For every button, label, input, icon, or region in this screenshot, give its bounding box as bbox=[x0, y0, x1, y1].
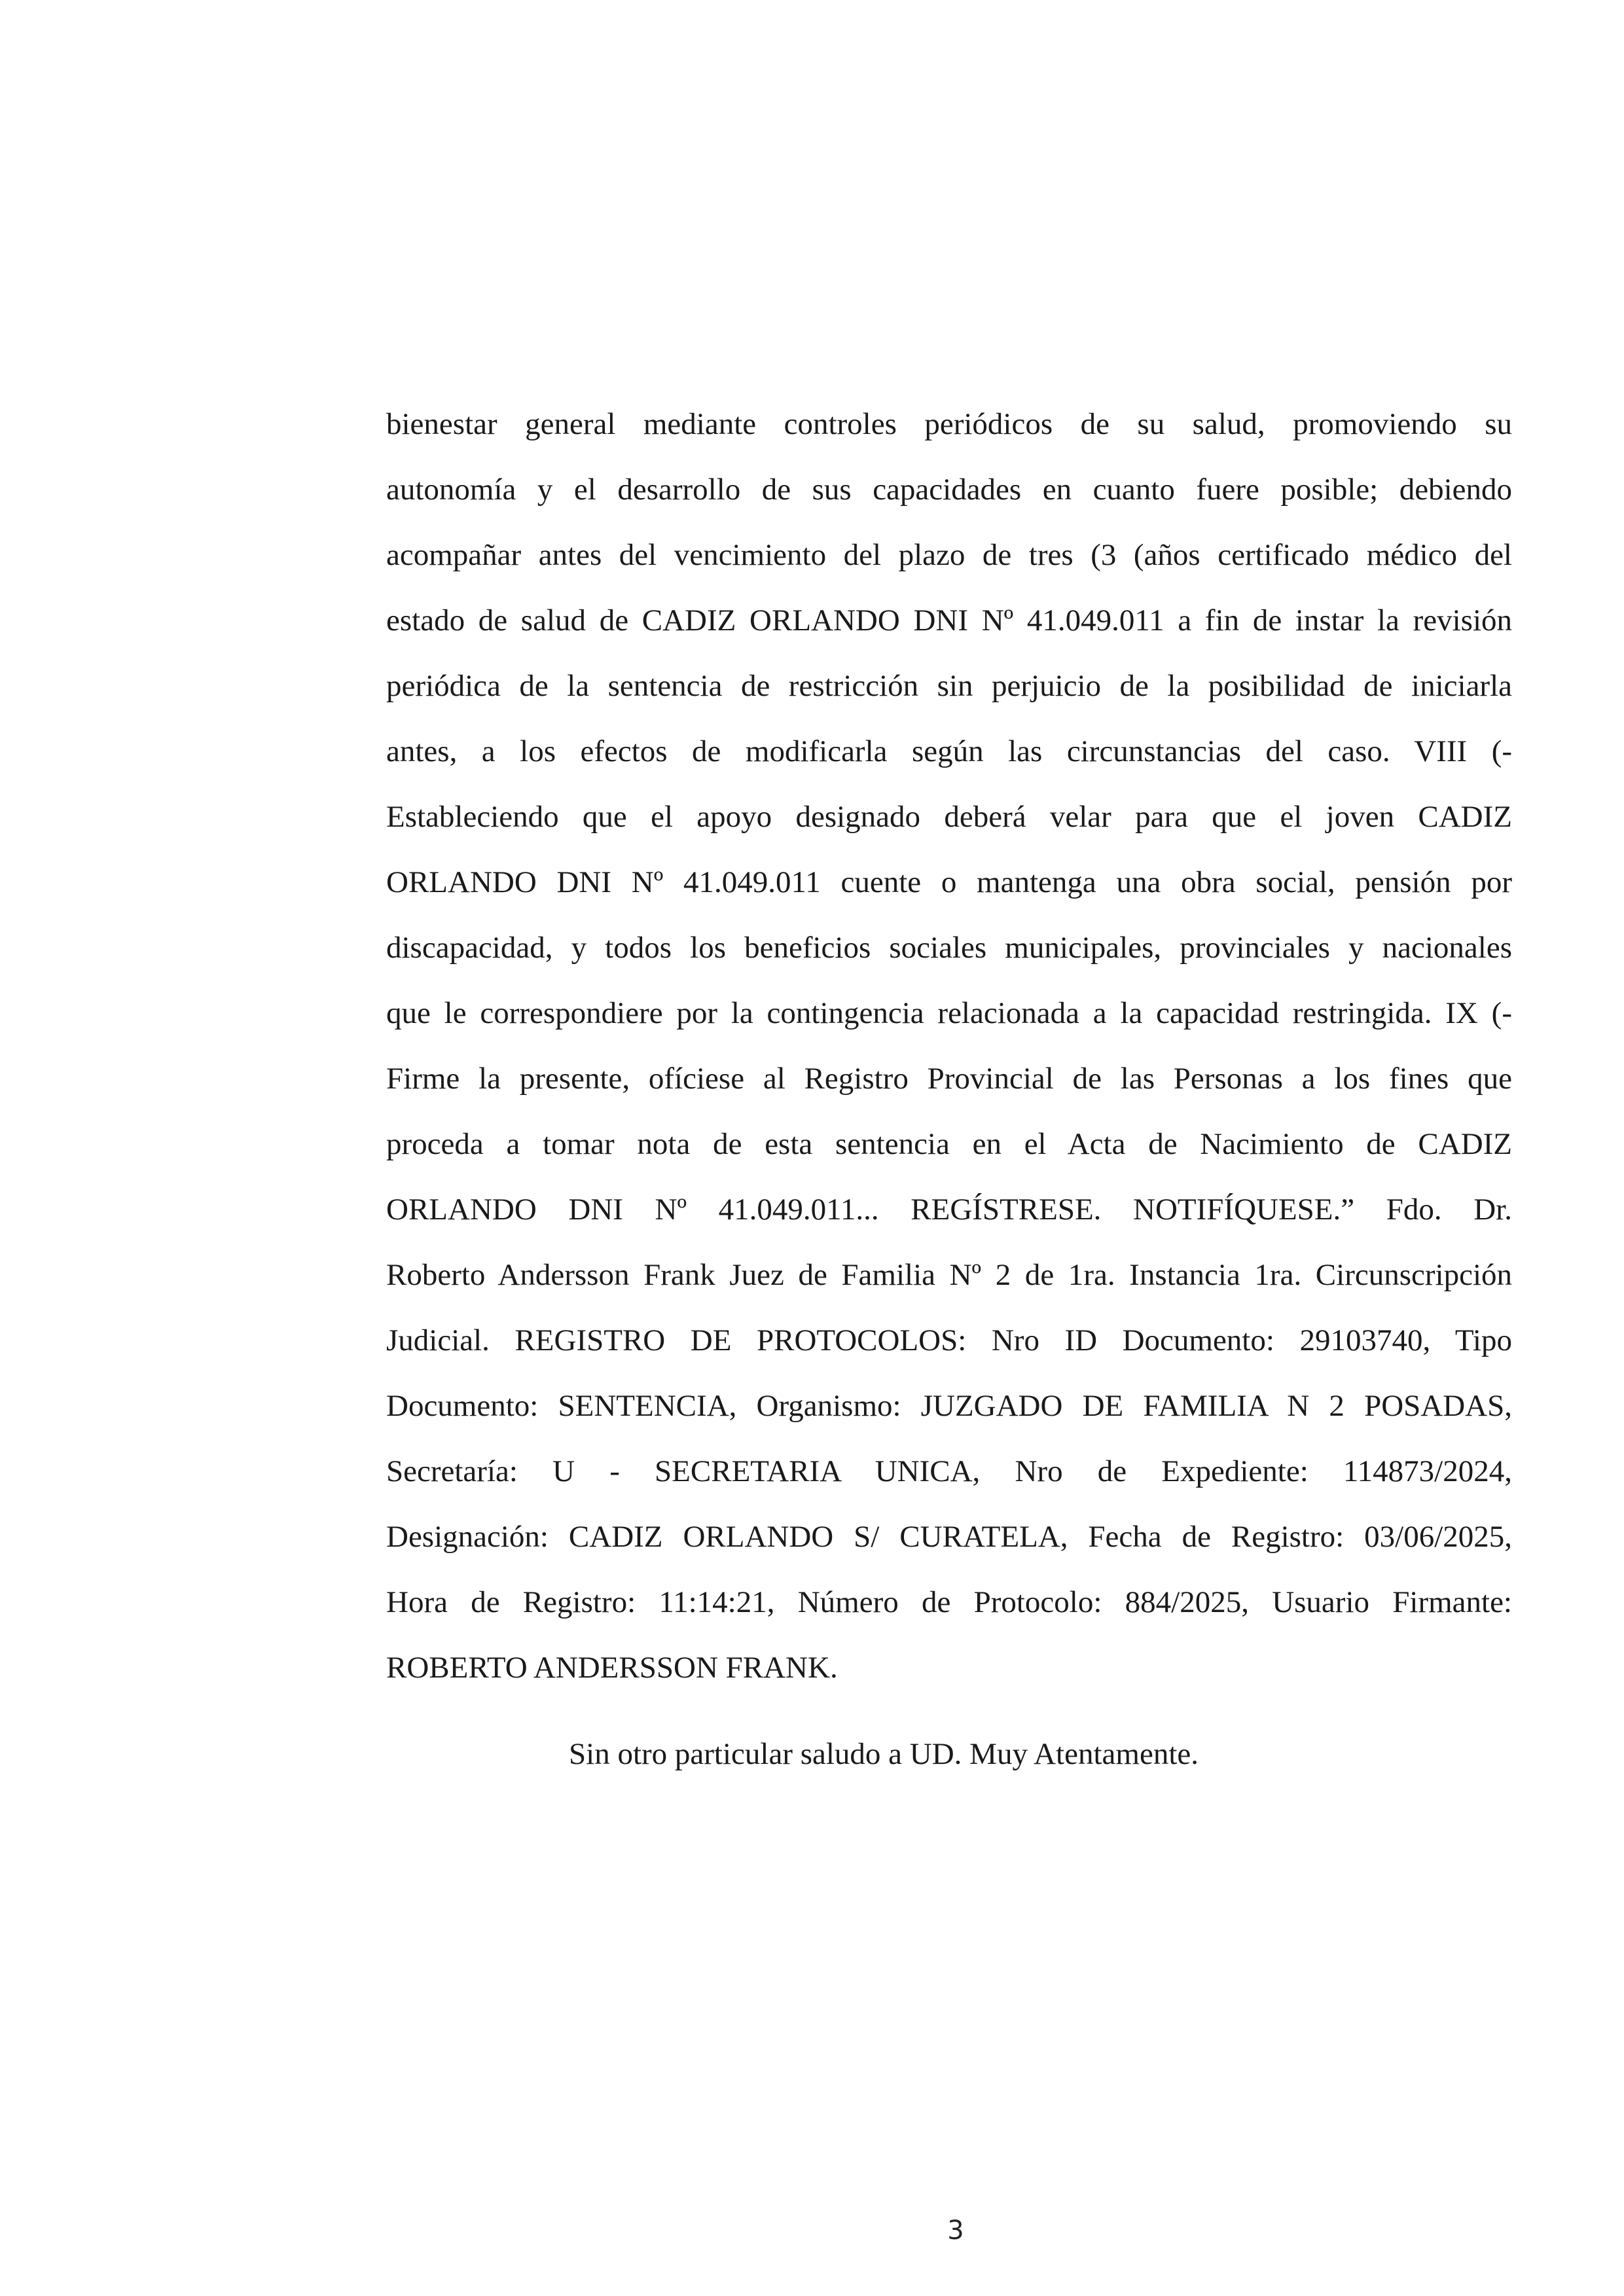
body-line: Estableciendo que el apoyo designado deberá velar para que el joven CADIZ bbox=[386, 800, 1512, 834]
body-line: acompañar antes del vencimiento del plazo de tres (3 (años certificado médico del bbox=[386, 538, 1512, 572]
body-line: ORLANDO DNI Nº 41.049.011 cuente o mantenga una obra social, pensión por bbox=[386, 865, 1512, 899]
closing-salutation: Sin otro particular saludo a UD. Muy Atentamente. bbox=[569, 1737, 1199, 1771]
body-line: periódica de la sentencia de restricción sin perjuicio de la posibilidad de iniciarla bbox=[386, 669, 1512, 703]
body-line: ROBERTO ANDERSSON FRANK. bbox=[386, 1651, 838, 1685]
body-line: Hora de Registro: 11:14:21, Número de Protocolo: 884/2025, Usuario Firmante: bbox=[386, 1585, 1512, 1619]
body-line: Judicial. REGISTRO DE PROTOCOLOS: Nro ID Documento: 29103740, Tipo bbox=[386, 1323, 1512, 1357]
body-line: Documento: SENTENCIA, Organismo: JUZGADO DE FAMILIA N 2 POSADAS, bbox=[386, 1389, 1512, 1423]
body-line: autonomía y el desarrollo de sus capacidades en cuanto fuere posible; debiendo bbox=[386, 473, 1512, 507]
body-line: Secretaría: U - SECRETARIA UNICA, Nro de Expediente: 114873/2024, bbox=[386, 1454, 1512, 1488]
body-line: discapacidad, y todos los beneficios sociales municipales, provinciales y nacionales bbox=[386, 931, 1512, 965]
body-line: ORLANDO DNI Nº 41.049.011... REGÍSTRESE. NOTIFÍQUESE.” Fdo. Dr. bbox=[386, 1193, 1512, 1227]
body-line: Firme la presente, ofíciese al Registro Provincial de las Personas a los fines que bbox=[386, 1062, 1512, 1096]
body-line: que le correspondiere por la contingencia relacionada a la capacidad restringida. IX (- bbox=[386, 996, 1512, 1030]
body-line: Roberto Andersson Frank Juez de Familia Nº 2 de 1ra. Instancia 1ra. Circunscripción bbox=[386, 1258, 1512, 1292]
body-line: antes, a los efectos de modificarla según las circunstancias del caso. VIII (- bbox=[386, 734, 1512, 768]
body-text bbox=[386, 391, 1512, 1700]
body-line: proceda a tomar nota de esta sentencia en el Acta de Nacimiento de CADIZ bbox=[386, 1127, 1512, 1161]
body-line: estado de salud de CADIZ ORLANDO DNI Nº 41.049.011 a fin de instar la revisión bbox=[386, 603, 1512, 637]
page-number: 3 bbox=[947, 2215, 964, 2246]
body-line: Designación: CADIZ ORLANDO S/ CURATELA, Fecha de Registro: 03/06/2025, bbox=[386, 1520, 1512, 1554]
body-line: bienestar general mediante controles periódicos de su salud, promoviendo su bbox=[386, 407, 1512, 441]
